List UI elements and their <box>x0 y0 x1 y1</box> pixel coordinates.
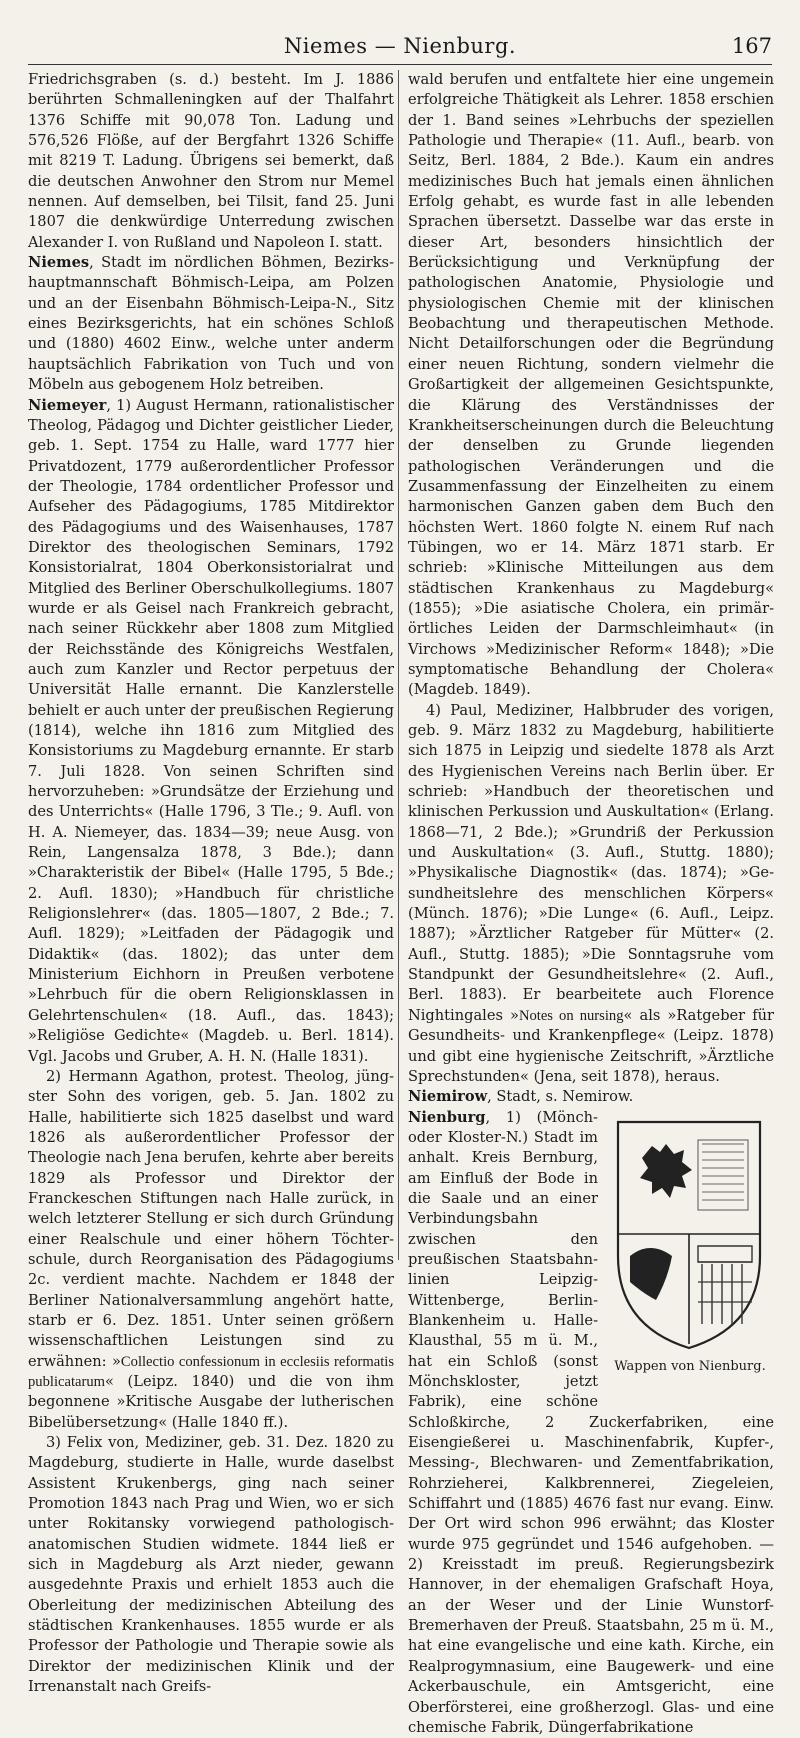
paragraph-paul <box>408 701 774 1088</box>
paul-text: 4) Paul, Mediziner, Halbbruder des vorigen, geb. 9. März 1832 zu Magdeburg, habilitierte sich 1875 in Leipzig und siedelte 1878 als Arzt des Hygienischen Vereins nach Berlin über. Er schrieb: »Handbuch der theoretischen und klinischen Perkussion und Auskultation« (Erlang. 1868—71, 2 Bde.); »Grundriß der Perkussion und Auskultation« (3. Aufl., Stuttg. 1880); »Physikalische Diagnostik« (das. 1874); »Gesundheitslehre des menschlichen Körpers« (Münch. 1876); »Die Lunge« (6. Aufl., Leipz. 1887); »Ärztlicher Ratgeber für Mütter« (2. Aufl., Stuttg. 1885); »Die Sonntagsruhe vom Standpunkt der Gesundheitslehre« (2. Aufl., Berl. 1883). Er bearbeitete auch Florence Nightingales » <box>408 701 774 1024</box>
hermann-text-end: « (Leipz. 1840) und die von ihm begonnene »Kritische Ausgabe der lutherischen Bibelübersetzung« (Halle 1840 ff.). <box>28 1373 394 1431</box>
entry-nienburg <box>408 1108 774 1738</box>
paragraph-felix-cont: wald berufen und entfaltete hier eine ungemein erfolgreiche Thätigkeit als Lehrer. 1858 erschien der 1. Band seines »Lehrbuchs der speziellen Pathologie und Therapie« (11. Aufl., bearb. von Seitz, Berl. 1884, 2 Bde.). Kaum ein andres medizinisches Buch hat jemals einen ähnlichen Erfolg gehabt, es wurde fast in alle lebenden Sprachen übersetzt. Dasselbe war das erste in dieser Art, besonders hinsichtlich der Berücksichtigung und Verknüpfung der pathologischen Anatomie, Physiologie und physiologischen Chemie mit der klinischen Beobachtung und therapeutischen Methode. Nicht Detailforschungen oder die Begründung einer neuen Richtung, sondern vielmehr die Großartigkeit der allgemeinen Gesichtspunkte, die Klärung des Verständnisses der Krankheitserscheinungen durch die Beleuchtung der denselben zu Grunde liegenden pathologischen Veränderungen und die Zusammenfassung der Einzelheiten zu einem harmonischen Ganzen gaben dem Buch den höchsten Wert. 1860 folgte N. einem Ruf nach Tübingen, wo er 14. März 1871 starb. Er schrieb: »Klinische Mitteilungen aus dem städtischen Krankenhaus zu Magdeburg« (1855); »Die asiatische Cholera, ein primärörtliches Leiden der Darmschleimhaut« (in Virchows »Medizinischer Reform« 1848); »Die symptomatische Behandlung der Cholera« (Magdeb. 1849). <box>408 71 774 699</box>
entry-niemirow <box>408 1087 774 1107</box>
entry-niemirow-text: , Stadt, s. Nemirow. <box>487 1088 634 1106</box>
paragraph-felix: 3) Felix von, Mediziner, geb. 31. Dez. 1820 zu Magdeburg, studierte in Halle, wurde daselbst Assistent Krukenbergs, ging nach seiner Promotion 1843 nach Prag und Wien, wo er sich unter Rokitansky vorwiegend pathologisch-anatomischen Studien widmete. 1844 ließ er sich in Magdeburg als Arzt nieder, gewann ausgedehnte Praxis und erhielt 1853 auch die Oberleitung der medizinischen Abteilung des städtischen Krankenhauses. 1855 wurde er als Professor der Pathologie und Therapie sowie als Direktor der medizinischen Klinik und der Irrenanstalt nach Greifs- <box>28 1434 394 1696</box>
page-header <box>28 34 772 62</box>
headword-niemes: Niemes <box>28 254 90 272</box>
paragraph-memel: Friedrichsgraben (s. d.) besteht. Im J. 1886 berührten Schmalleningken auf der Thalfahrt 1376 Schiffe mit 90,078 Ton. Ladung und 576,526 Flöße, auf der Bergfahrt 1326 Schiffe mit 8219 T. Ladung. Übrigens sei bemerkt, daß die deutschen Anwohner den Strom nur Memel nennen. Auf demselben, bei Tilsit, fand 25. Juni 1807 die denkwürdige Unterredung zwischen Alexander I. von Rußland und Napoleon I. statt. <box>28 71 394 251</box>
paul-latin-title: Notes on nursing <box>518 1007 624 1024</box>
headword-nienburg: Nienburg <box>408 1108 486 1126</box>
entry-niemes <box>28 253 394 395</box>
hermann-text: 2) Hermann Agathon, protest. Theolog, jüngster Sohn des vorigen, geb. 5. Jan. 1802 zu Halle, habilitierte sich 1825 daselbst und ward 1826 als außerordentlicher Professor der Theologie nach Jena berufen, kehrte aber bereits 1829 als Professor und Direktor der Franckeschen Stiftungen nach Halle zurück, in welch letzterer Stellung er sich durch Gründung einer Realschule und einer höhern Töchterschule, durch Reorganisation des Pädagogiums 2c. verdient machte. Nachdem er 1848 der Berliner Nationalversammlung angehört hatte, starb er 6. Dez. 1851. Unter seinen größern wissenschaftlichen Leistungen sind zu erwähnen: » <box>28 1067 394 1370</box>
entry-niemeyer <box>28 396 394 1067</box>
header-rule <box>28 64 772 65</box>
paragraph-hermann <box>28 1067 394 1433</box>
crest-figure <box>606 1108 774 1398</box>
headword-niemeyer: Niemeyer <box>28 396 107 414</box>
entry-nienburg-text: , 1) (Mönch- oder Kloster-N.) Stadt im anhalt. Kreis Bernburg, am Einfluß der Bode in die Saale und an einer Verbindungsbahn zwischen den preußischen Staatsbahnlinien Leipzig-Wittenberge, Berlin-Blankenheim u. Halle-Klausthal, 55 m ü. M., hat ein Schloß (sonst Mönchskloster, jetzt Fabrik), eine schöne Schloßkirche, 2 Zuckerfabriken, eine Eisengießerei u. Maschinenfabrik, Kupfer-, Messing-, Blechwaren- und Zementfabrikation, Rohrzieherei, Kalkbrennerei, Ziegeleien, Schiffahrt und (1885) 4676 fast nur evang. Einw. Der Ort wird schon 996 erwähnt; das Kloster wurde 975 gegründet und 1546 aufgehoben. — 2) Kreisstadt im preuß. Regierungsbezirk Hannover, in der ehemaligen Grafschaft Hoya, an der Weser und der Linie Wunstorf-Bremerhaven der Preuß. Staatsbahn, 25 m ü. M., hat eine evangelische und eine kath. Kirche, ein Realprogymnasium, eine Baugewerk- und eine Ackerbauschule, ein Amtsgericht, eine Oberförsterei, eine großherzogl. Glas- und eine chemische Fabrik, Düngerfabrikatione <box>408 1108 774 1736</box>
headword-niemirow: Niemirow <box>408 1088 488 1106</box>
page-number: 167 <box>731 34 772 58</box>
paul-text-end: « als »Ratgeber für Gesundheits- und Krankenpflege« (Leipz. 1878) und gibt eine hygienische Zeitschrift, »Ärztliche Sprechstunden« (Jena, seit 1878), heraus. <box>408 1006 774 1085</box>
page-title: Niemes — Nienburg. <box>283 34 517 58</box>
entry-niemeyer-text: , 1) August Hermann, rationalistischer Theolog, Pädagog und Dichter geistlicher Lieder, geb. 1. Sept. 1754 zu Halle, ward 1777 hier Privatdozent, 1779 außerordentlicher Professor der Theologie, 1784 ordentlicher Professor und Aufseher des Pädagogiums, 1785 Mitdirektor des Pädagogiums und des Waisenhauses, 1787 Direktor des theologischen Seminars, 1792 Konsistorialrat, 1804 Oberkonsistorialrat und Mitglied des Berliner Oberschulkollegiums. 1807 wurde er als Geisel nach Frankreich gebracht, nach seiner Rückkehr aber 1808 zum Mitglied der Reichsstände des Königreichs Westfalen, auch zum Kanzler und Rector perpetuus der Universität Halle ernannt. Die Kanzlerstelle behielt er auch unter der preußischen Regierung (1814), welche ihn 1816 zum Mitglied des Konsistoriums zu Magdeburg ernannte. Er starb 7. Juli 1828. Von seinen Schriften sind hervorzuheben: »Grundsätze der Erziehung und des Unterrichts« (Halle 1796, 3 Tle.; 9. Aufl. von H. A. Niemeyer, das. 1834—39; neue Ausg. von Rein, Langensalza 1878, 3 Bde.); dann »Charakteristik der Bibel« (Halle 1795, 5 Bde.; 2. Aufl. 1830); »Handbuch für christliche Religionslehrer« (das. 1805—1807, 2 Bde.; 7. Aufl. 1829); »Leitfaden der Pädagogik und Didaktik« (das. 1802); das unter dem Ministerium Eichhorn in Preußen verbotene »Lehrbuch für die obern Religionsklassen in Gelehrtenschulen« (18. Aufl., das. 1843); »Religiöse Gedichte« (Magdeb. u. Berl. 1814). Vgl. Jacobs und Gruber, A. H. N. (Halle 1831). <box>28 396 394 1065</box>
column-divider <box>398 70 399 1260</box>
coat-of-arms-icon <box>612 1116 766 1352</box>
right-column <box>408 70 774 1736</box>
entry-niemes-text: , Stadt im nördlichen Böhmen, Bezirkshauptmannschaft Böhmisch-Leipa, am Polzen und an der Eisenbahn Böhmisch-Leipa-N., Sitz eines Bezirksgerichts, hat ein schönes Schloß und (1880) 4602 Einw., welche unter anderm hauptsächlich Fabrikation von Tuch und von Möbeln aus gebogenem Holz betreiben. <box>28 254 394 394</box>
crest-caption: Wappen von Nienburg. <box>614 1358 766 1374</box>
hermann-latin-title: Collectio confessionum in ecclesiis reformatis publicatarum <box>28 1353 394 1390</box>
left-column <box>28 70 394 1696</box>
